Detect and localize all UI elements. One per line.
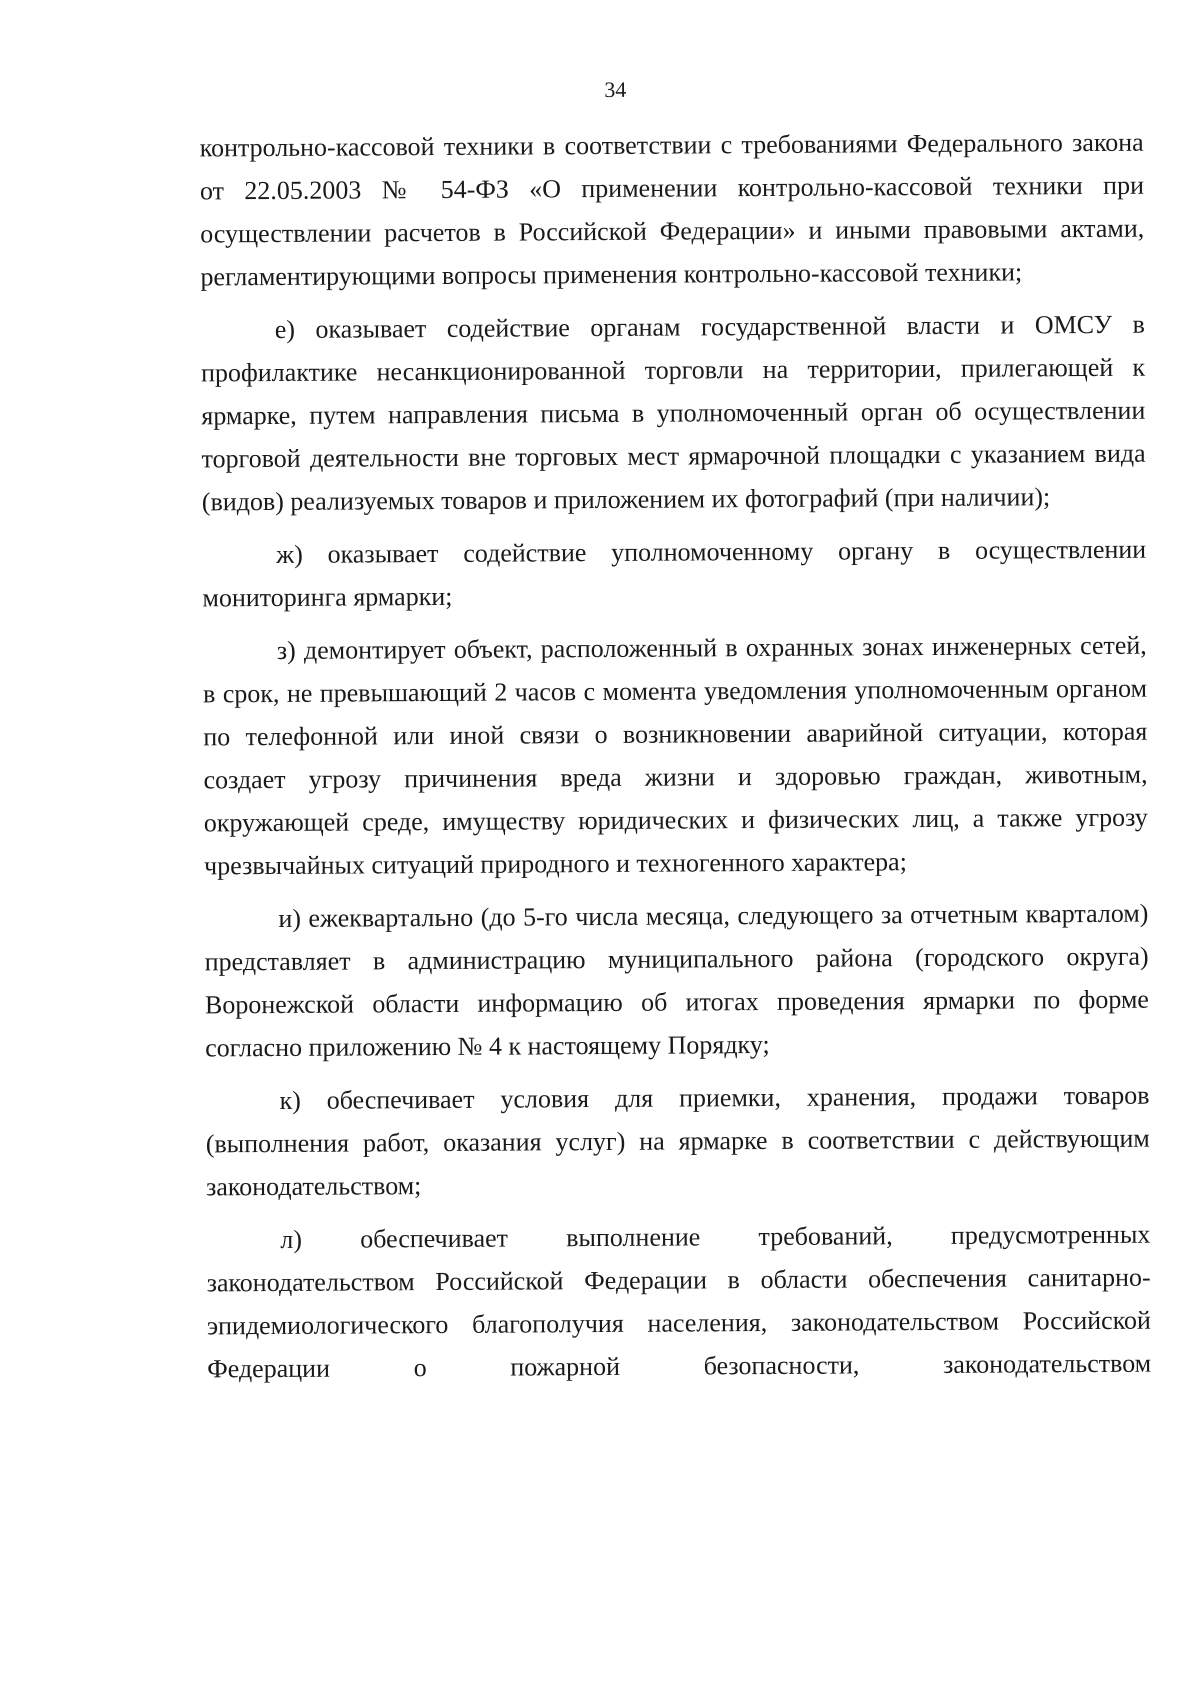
page-number: 34 — [604, 76, 627, 102]
paragraph-kkt-continuation: контрольно-кассовой техники в соответствии с требованиями Федерального закона от 22.05.2003 № 54-ФЗ «О применении контрольно-кассовой техники при осуществлении расчетов в Российской Федерации» и иными правовыми актами, регламентирующими вопросы применения контрольно-кассовой техники; — [199, 127, 1145, 292]
paragraph-item-z: з) демонтирует объект, расположенный в охранных зонах инженерных сетей, в срок, не превышающий 2 часов с момента уведомления уполномоченным органом по телефонной или иной связи о возникновении аварийной ситуации, которая создает угрозу причинения вреда жизни и здоровью граждан, животным, окружающей среде, имуществу юридических и физических лиц, а также угрозу чрезвычайных ситуаций природного и техногенного характера; — [202, 630, 1148, 881]
paragraph-item-zh: ж) оказывает содействие уполномоченному органу в осуществлении мониторинга ярмарки; — [202, 534, 1147, 613]
paragraph-item-e: е) оказывает содействие органам государственной власти и ОМСУ в профилактике несанкционированной торговли на территории, прилегающей к ярмарке, путем направления письма в уполномоченный орган об осуществлении торговой деятельности вне торговых мест ярмарочной площадки с указанием вида (видов) реализуемых товаров и приложением их фотографий (при наличии); — [200, 309, 1146, 517]
document-body — [200, 121, 1152, 1401]
paragraph-item-l: л) обеспечивает выполнение требований, предусмотренных законодательством Российской Федерации в области обеспечения санитарно-эпидемиологического благополучия населения, законодательством Российской Федерации о пожарной безопасности, законодательством — [206, 1219, 1152, 1384]
paragraph-item-k: к) обеспечивает условия для приемки, хранения, продажи товаров (выполнения работ, оказания услуг) на ярмарке в соответствии с действующим законодательством; — [205, 1080, 1150, 1202]
paragraph-item-i: и) ежеквартально (до 5-го числа месяца, следующего за отчетным кварталом) представляет в администрацию муниципального района (городского округа) Воронежской области информацию об итогах проведения ярмарки по форме согласно приложению № 4 к настоящему Порядку; — [204, 898, 1150, 1063]
